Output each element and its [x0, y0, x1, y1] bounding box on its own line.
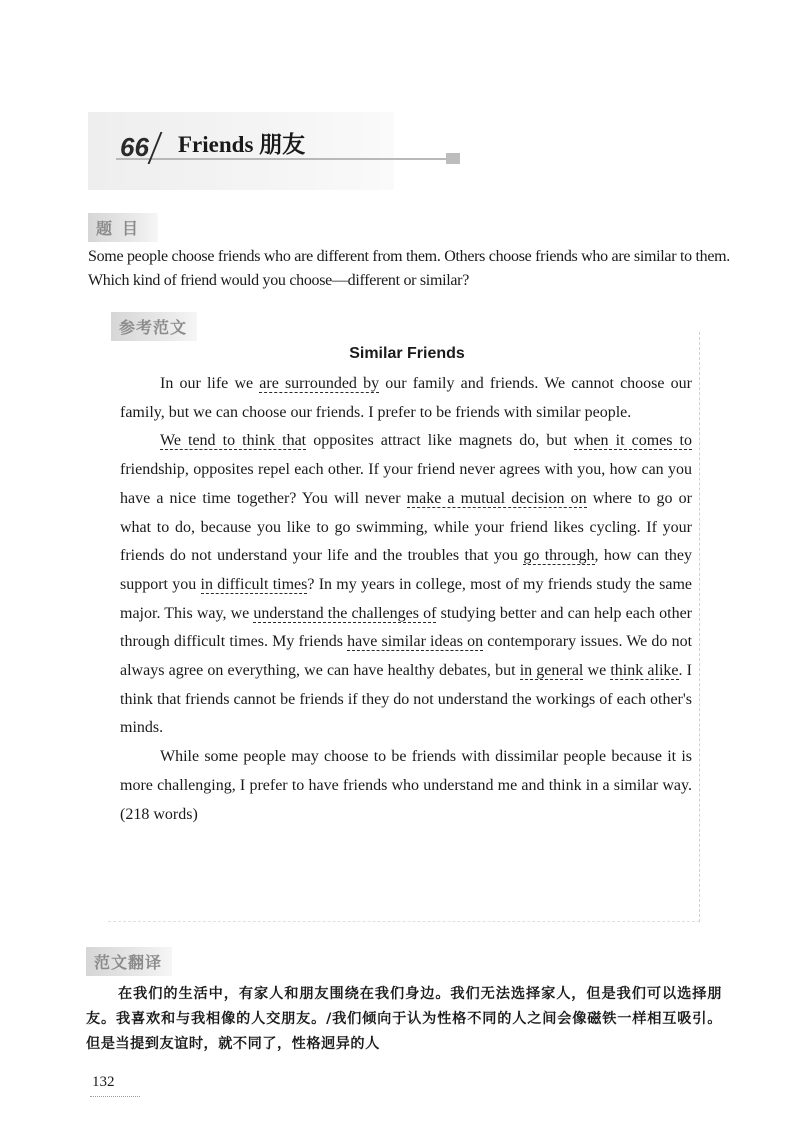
text-run: friendship, opposites repel each other. If your friend never agrees with you, how can you have a nice time together? You will never	[120, 461, 692, 507]
topic-section-label: 题目	[88, 213, 158, 242]
page-number-underline	[90, 1096, 140, 1097]
chapter-header-rule-end	[446, 153, 460, 164]
text-run: our family and friends. We cannot choose our family, but we can choose our friends. I prefer to be friends with similar people.	[120, 375, 692, 421]
underlined-phrase: We tend to think that	[160, 432, 307, 450]
underlined-phrase: think alike	[610, 662, 679, 680]
page-number: 132	[92, 1074, 115, 1090]
chapter-number: 66	[120, 132, 149, 162]
essay-body	[120, 370, 692, 829]
text-run: , how can they support you	[120, 547, 693, 593]
text-run: In our life we	[160, 375, 260, 392]
translation-text: 在我们的生活中，有家人和朋友围绕在我们身边。我们无法选择家人，但是我们可以选择朋友。我喜欢和与我相像的人交朋友。/我们倾向于认为性格不同的人之间会像磁铁一样相互吸引。但是当提到友谊时，就不同了，性格迥异的人	[86, 986, 722, 1052]
chapter-title: Friends 朋友	[178, 132, 306, 157]
essay-paragraph-3: While some people may choose to be friends with dissimilar people because it is more challenging, I prefer to have friends who understand me and think in a similar way. (218 words)	[120, 748, 692, 823]
text-run: we	[583, 662, 611, 680]
text-run: . I think that friends cannot be friends if they do not understand the workings of each other's minds.	[120, 662, 693, 737]
translation-section-label: 范文翻译	[86, 947, 172, 976]
underlined-phrase: go through	[523, 547, 595, 565]
underlined-phrase: understand the challenges of	[253, 604, 437, 622]
underlined-phrase: are surrounded by	[259, 375, 380, 392]
underlined-phrase: when it comes to	[573, 432, 693, 450]
text-run: where to go or what to do, because you like to go swimming, while your friend likes cycling. If your friends do not understand your life and the troubles that you	[120, 489, 692, 565]
essay-paragraph-2	[120, 427, 692, 743]
text-run: opposites attract like magnets do, but	[306, 432, 574, 450]
essay-paragraph-1	[120, 370, 692, 427]
chapter-header	[88, 112, 394, 190]
text-run: contemporary issues. We do not always agree on everything, we can have healthy debates, but	[120, 633, 693, 680]
model-essay-section-label: 参考范文	[111, 312, 197, 341]
text-run: ? In my years in college, most of my friends study the same major. This way, we	[120, 575, 693, 622]
text-run: studying better and can help each other through difficult times. My friends	[120, 604, 692, 651]
underlined-phrase: in general	[519, 662, 584, 680]
underlined-phrase: make a mutual decision on	[406, 489, 587, 507]
underlined-phrase: have similar ideas on	[347, 633, 484, 651]
essay-title: Similar Friends	[349, 345, 465, 362]
prompt-text: Some people choose friends who are different from them. Others choose friends who are similar to them. Which kind of friend would you choose—different or similar?	[88, 248, 730, 289]
underlined-phrase: in difficult times	[200, 575, 308, 593]
